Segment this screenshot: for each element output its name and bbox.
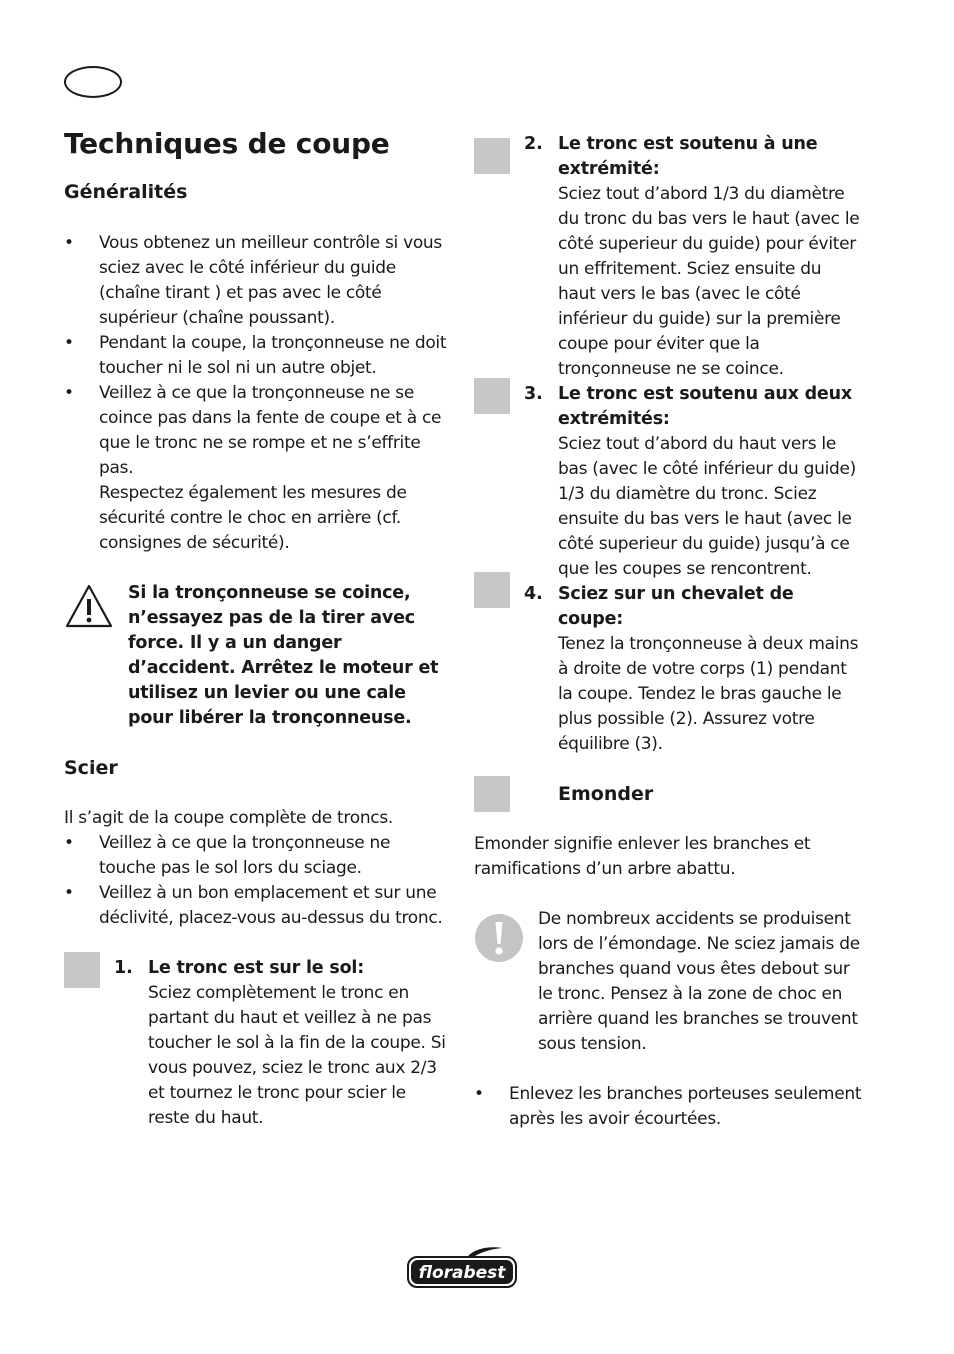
page-title: Techniques de coupe — [64, 127, 390, 160]
scier-intro: Il s’agit de la coupe complète de troncs. — [64, 808, 394, 828]
step-title: Le tronc est sur le sol: — [148, 958, 364, 978]
step-title: Sciez sur un chevalet de coupe: — [558, 584, 794, 629]
step-number: 3. — [524, 384, 543, 404]
caution-note — [474, 907, 862, 1057]
step-marker — [474, 572, 510, 608]
list-item: • Veillez à ce que la tronçonneuse ne touche pas le sol lors du sciage. — [64, 833, 391, 878]
step-marker — [474, 378, 510, 414]
step-title: Le tronc est soutenu aux deux extrémités: — [558, 384, 852, 429]
list-item: • Pendant la coupe, la tronçonneuse ne doit toucher ni le sol ni un autre objet. — [64, 333, 447, 378]
step-number: 4. — [524, 584, 543, 604]
language-badge — [64, 66, 122, 98]
section-heading-generalites: Généralités — [64, 181, 188, 203]
step-body: Sciez tout d’abord 1/3 du diamètre du tronc du bas vers le haut (avec le côté superieur du guide) pour éviter un effritement. Sciez ensuite du haut vers le bas (avec le côté inférieur du guide) sur la première coupe pour éviter que la tronçonneuse ne se coince. — [558, 184, 860, 379]
exclamation-circle-icon — [474, 913, 524, 963]
section-marker — [474, 776, 510, 812]
emonder-intro: Emonder signifie enlever les branches et ramifications d’un arbre abattu. — [474, 834, 811, 879]
emonder-bullet-list — [474, 1082, 862, 1132]
step-3 — [474, 382, 862, 582]
step-number: 1. — [114, 958, 133, 978]
step-number: 2. — [524, 134, 543, 154]
step-1 — [64, 956, 450, 1131]
left-column — [64, 124, 450, 1131]
step-4 — [474, 582, 862, 757]
list-item: • Vous obtenez un meilleur contrôle si vous sciez avec le côté inférieur du guide (chaîne tirant ) et pas avec le côté supérieur (chaîne poussant). — [64, 233, 442, 328]
step-2 — [474, 132, 862, 382]
brand-wordmark: florabest — [418, 1263, 506, 1283]
caution-text: De nombreux accidents se produisent lors de l’émondage. Ne sciez jamais de branches quand vous êtes debout sur le tronc. Pensez à la zone de choc en arrière quand les branches se trouvent sous tension. — [538, 909, 860, 1054]
step-body: Tenez la tronçonneuse à deux mains à droite de votre corps (1) pendant la coupe. Tendez le bras gauche le plus possible (2). Assurez votre équilibre (3). — [558, 634, 859, 754]
scier-bullet-list — [64, 831, 450, 931]
step-title: Le tronc est soutenu à une extrémité: — [558, 134, 818, 179]
warning-text: Si la tronçonneuse se coince, n’essayez pas de la tirer avec force. Il y a un danger d’accident. Arrêtez le moteur et utilisez un levier ou une cale pour libérer la tronçonneuse. — [128, 583, 439, 728]
step-marker — [474, 138, 510, 174]
step-body: Sciez tout d’abord du haut vers le bas (avec le côté inférieur du guide) 1/3 du diamètre du tronc. Sciez ensuite du bas vers le haut (avec le côté superieur du guide) jusqu’à ce que les coupes se rencontrent. — [558, 434, 856, 579]
step-body: Sciez complètement le tronc en partant du haut et veillez à ne pas toucher le sol à la fin de la coupe. Si vous pouvez, sciez le tronc aux 2/3 et tournez le tronc pour scier le reste du haut. — [148, 983, 446, 1128]
florabest-logo — [406, 1246, 518, 1288]
list-item: • Veillez à un bon emplacement et sur une déclivité, placez-vous au-dessus du tronc. — [64, 883, 443, 928]
emonder-heading-row — [474, 782, 862, 807]
step-marker — [64, 952, 100, 988]
warning-triangle-icon — [64, 583, 114, 629]
warning-block — [64, 581, 450, 731]
section-heading-scier: Scier — [64, 757, 118, 779]
section-heading-emonder: Emonder — [558, 783, 654, 805]
list-item: • Enlevez les branches porteuses seulement après les avoir écourtées. — [474, 1084, 862, 1129]
right-column — [474, 132, 862, 1132]
generalites-bullet-list — [64, 231, 450, 556]
list-item: • Veillez à ce que la tronçonneuse ne se coince pas dans la fente de coupe et à ce que le tronc ne se rompe et ne s’effrite pas. Respectez également les mesures de sécurité contre le choc en arrière (cf. consignes de sécurité). — [64, 383, 442, 553]
